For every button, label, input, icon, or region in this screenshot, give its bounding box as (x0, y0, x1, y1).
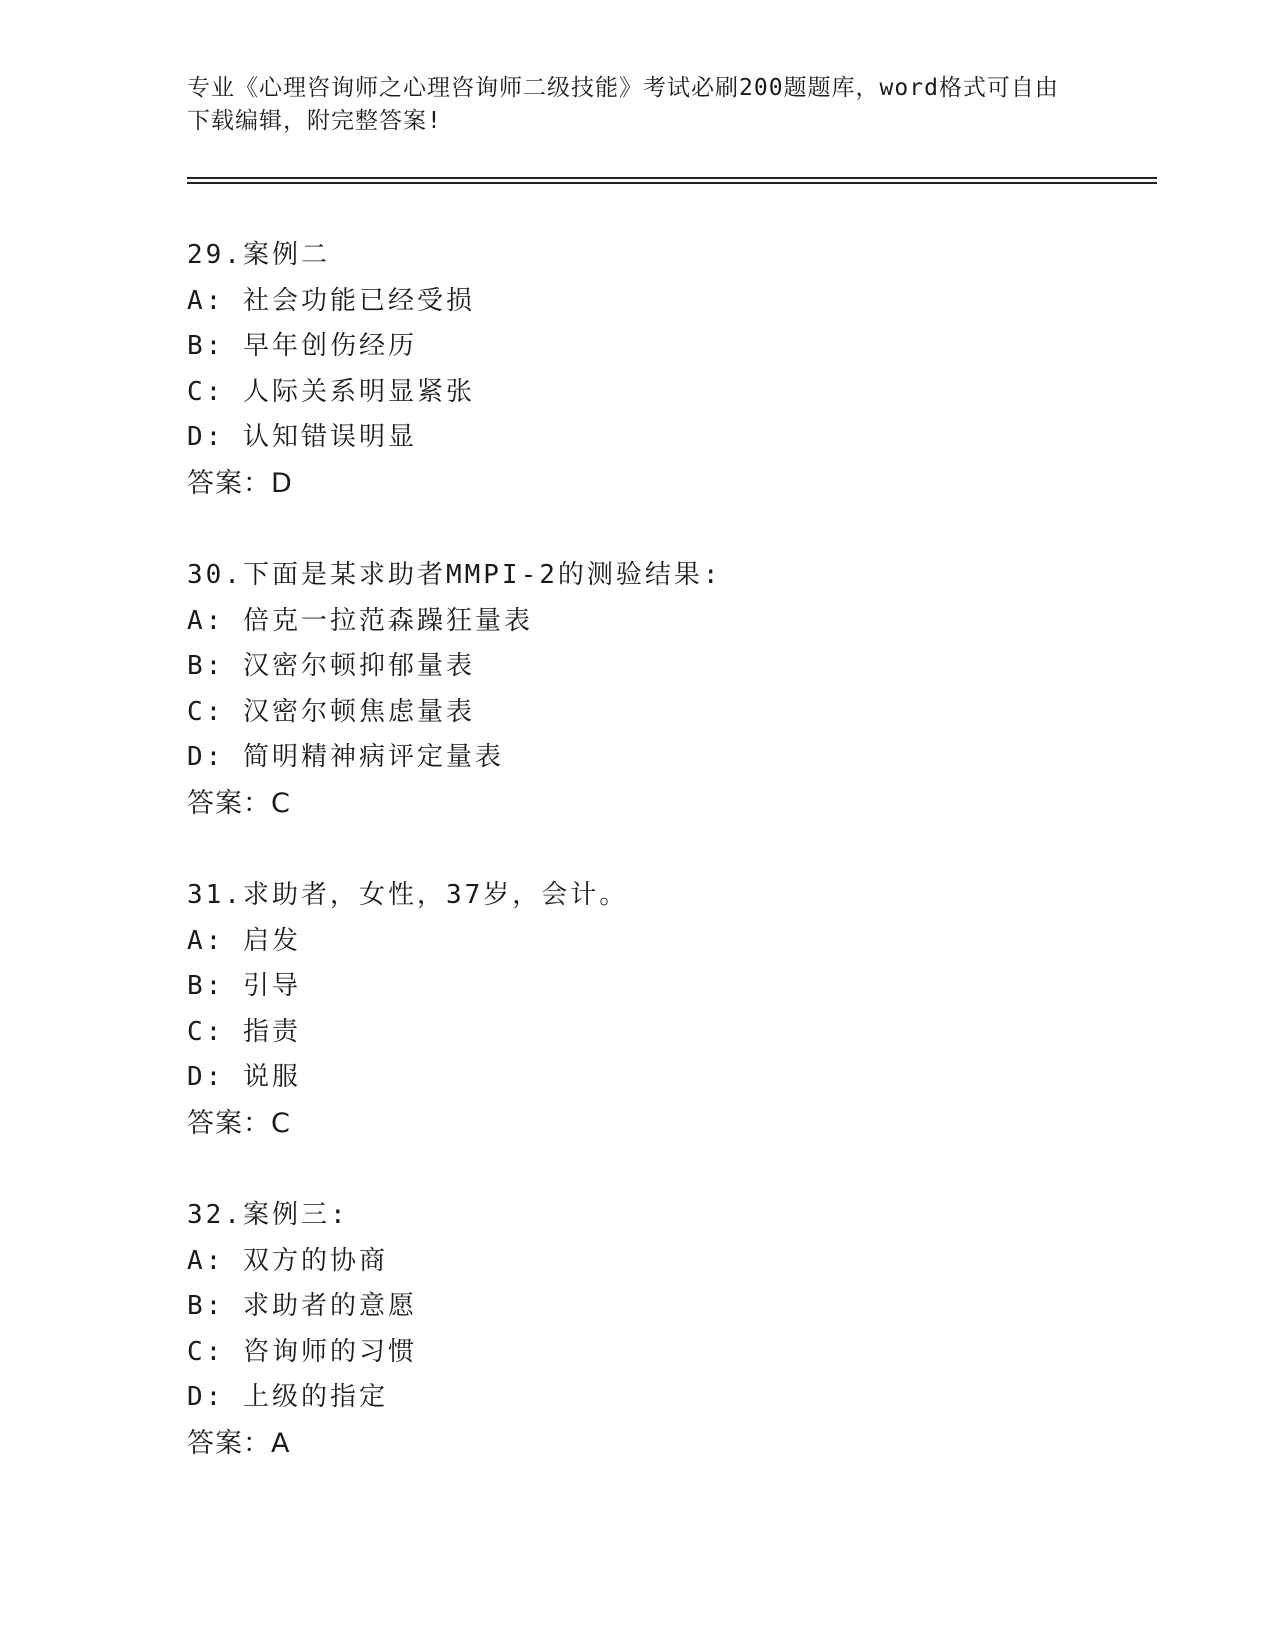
answer: 答案：C (187, 1107, 291, 1139)
option-d: D: 说服 (187, 1062, 301, 1092)
question-stem: 30.下面是某求助者MMPI-2的测验结果: (187, 560, 722, 590)
option-d: D: 认知错误明显 (187, 422, 417, 452)
option-c: C: 人际关系明显紧张 (187, 376, 475, 407)
option-b: B: 早年创伤经历 (187, 331, 417, 361)
option-c: C: 指责 (187, 1016, 301, 1047)
option-c: C: 咨询师的习惯 (187, 1336, 417, 1367)
document-intro: 专业《心理咨询师之心理咨询师二级技能》考试必刷200题题库，word格式可自由下载编辑，附完整答案! (187, 75, 1059, 134)
answer: 答案：A (187, 1427, 291, 1459)
question-31 (187, 873, 1137, 1146)
option-b: B: 引导 (187, 971, 301, 1001)
option-a: A: 社会功能已经受损 (187, 285, 475, 316)
question-stem: 31.求助者，女性，37岁，会计。 (187, 880, 629, 910)
question-30 (187, 553, 1137, 826)
option-d: D: 简明精神病评定量表 (187, 742, 504, 772)
option-b: B: 求助者的意愿 (187, 1291, 417, 1321)
answer: 答案：C (187, 787, 291, 819)
option-c: C: 汉密尔顿焦虑量表 (187, 696, 475, 727)
header-divider-bottom (187, 182, 1157, 184)
question-stem: 32.案例三: (187, 1200, 349, 1230)
header-divider-top (187, 177, 1157, 179)
answer: 答案：D (187, 467, 293, 499)
option-a: A: 启发 (187, 925, 301, 956)
option-d: D: 上级的指定 (187, 1382, 388, 1412)
option-a: A: 双方的协商 (187, 1245, 388, 1276)
question-stem: 29.案例二 (187, 240, 330, 270)
option-a: A: 倍克一拉范森躁狂量表 (187, 605, 533, 636)
question-32 (187, 1193, 1137, 1466)
question-29 (187, 233, 1137, 506)
option-b: B: 汉密尔顿抑郁量表 (187, 651, 475, 681)
